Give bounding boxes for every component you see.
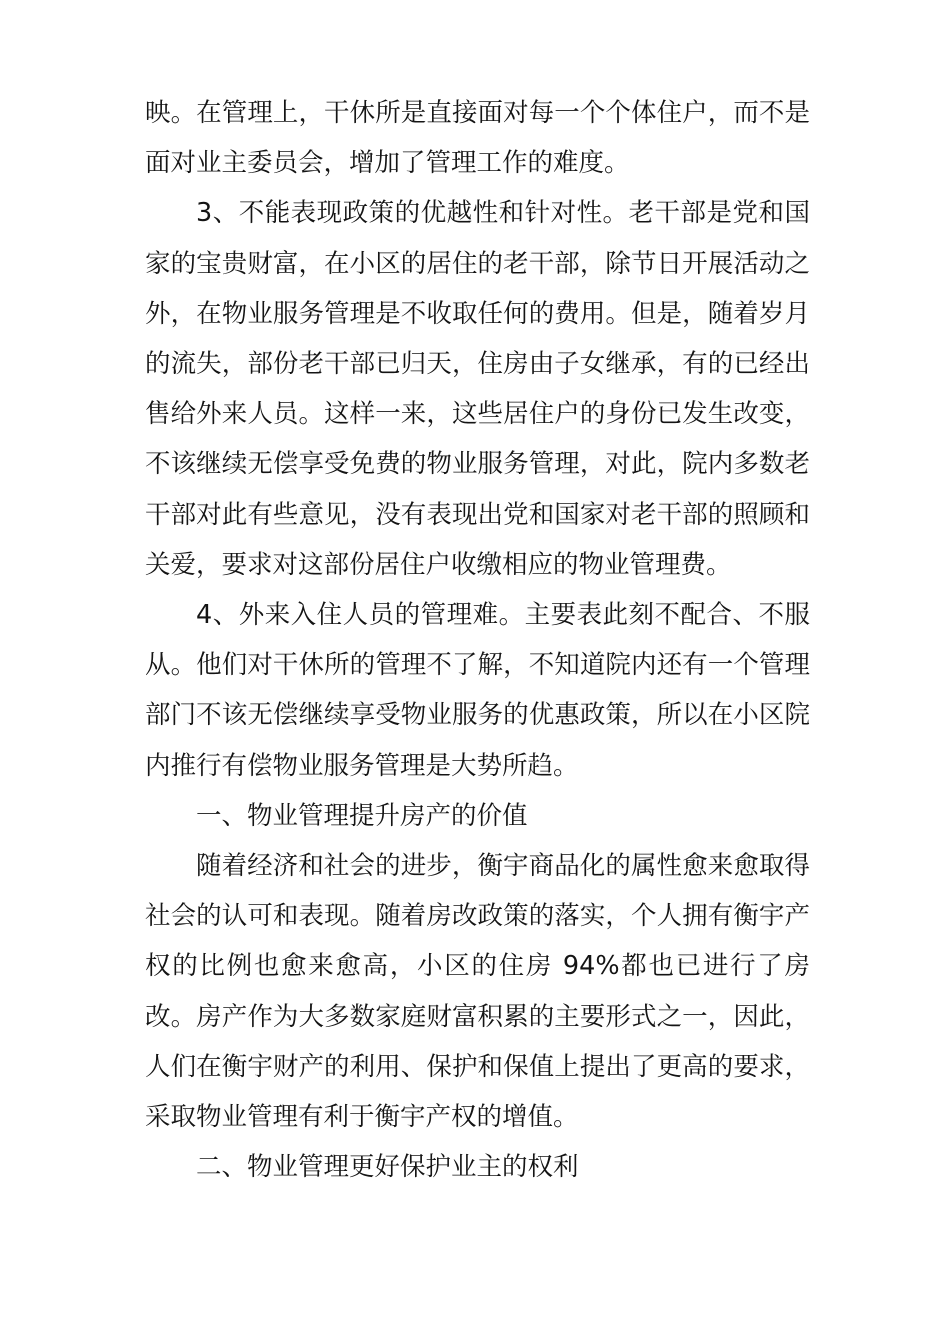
section-heading-2: 二、物业管理更好保护业主的权利 [196,1152,579,1183]
section-heading-1: 一、物业管理提升房产的价值 [196,800,528,831]
paragraph-continuation: 映。在管理上，干休所是直接面对每一个个体住户，而不是面对业主委员会，增加了管理工作的难度。 [145,98,810,179]
paragraph-section-1-body: 随着经济和社会的进步，衡宇商品化的属性愈来愈取得社会的认可和表现。随着房改政策的落实，个人拥有衡宇产权的比例也愈来愈高，小区的住房 94%都也已进行了房改。房产作为大多数家庭财富积累的主要形式之一，因此，人们在衡宇财产的利用、保护和保值上提出了更高的要求，采取物业管理有利于衡宇产权的增值。 [145,851,810,1133]
paragraph-item-3: 3、不能表现政策的优越性和针对性。老干部是党和国家的宝贵财富，在小区的居住的老干部，除节日开展活动之外，在物业服务管理是不收取任何的费用。但是，随着岁月的流失，部份老干部已归天，住房由子女继承，有的已经出售给外来人员。这样一来，这些居住户的身份已发生改变，不该继续无偿享受免费的物业服务管理，对此，院内多数老干部对此有些意见，没有表现出党和国家对老干部的照顾和关爱，要求对这部份居住户收缴相应的物业管理费。 [145,198,810,580]
paragraph-item-4: 4、外来入住人员的管理难。主要表此刻不配合、不服从。他们对干休所的管理不了解，不知道院内还有一个管理部门不该无偿继续享受物业服务的优惠政策，所以在小区院内推行有偿物业服务管理是大势所趋。 [145,600,810,781]
document-body [145,88,810,1192]
